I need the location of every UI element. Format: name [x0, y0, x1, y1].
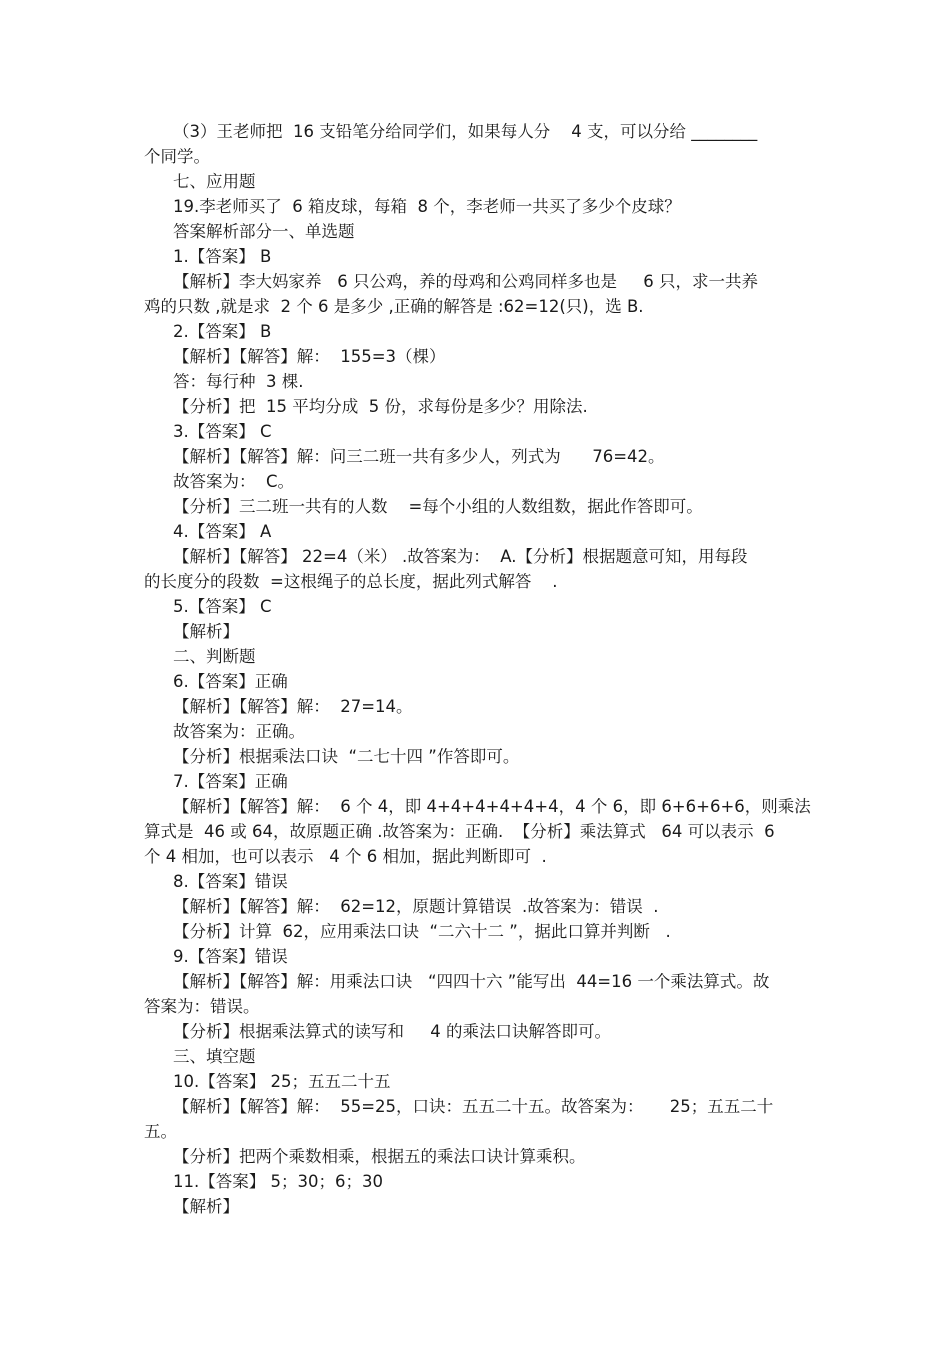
answer-1: 1.【答案】 B: [173, 247, 272, 266]
answer-9: 9.【答案】错误: [173, 947, 288, 966]
answer-3: 3.【答案】 C: [173, 422, 272, 441]
analysis-6: 【解析】【解答】解： 27=14。: [173, 697, 413, 716]
analysis-1: 【解析】李大妈家养 6 只公鸡，养的母鸡和公鸡同样多也是 6 只，求一共养: [173, 272, 758, 291]
analysis-11: 【解析】: [173, 1197, 239, 1216]
analysis-2-answer: 答：每行种 3 棵.: [173, 372, 304, 391]
analysis-1-cont: 鸡的只数 ,就是求 2 个 6 是多少 ,正确的解答是 :62=12(只)，选 B.: [144, 297, 644, 316]
section-heading-answers: 答案解析部分一、单选题: [173, 222, 355, 241]
analysis-4-cont: 的长度分的段数 =这根绳子的总长度，据此列式解答 .: [144, 572, 558, 591]
analysis-10: 【解析】【解答】解： 55=25，口诀：五五二十五。故答案为： 25；五五二十: [173, 1097, 774, 1116]
analysis-7-cont-2: 个 4 相加，也可以表示 4 个 6 相加，据此判断即可 .: [144, 847, 547, 866]
answer-5: 5.【答案】 C: [173, 597, 272, 616]
analysis-9-note: 【分析】根据乘法算式的读写和 4 的乘法口诀解答即可。: [173, 1022, 611, 1041]
answer-6: 6.【答案】正确: [173, 672, 288, 691]
analysis-7-cont: 算式是 46 或 64，故原题正确 .故答案为：正确. 【分析】乘法算式 64 可以表示 6: [144, 822, 775, 841]
answer-11: 11.【答案】 5；30；6；30: [173, 1172, 383, 1191]
analysis-2-note: 【分析】把 15 平均分成 5 份，求每份是多少？用除法.: [173, 397, 588, 416]
analysis-7: 【解析】【解答】解： 6 个 4，即 4+4+4+4+4+4，4 个 6，即 6+6+6+6，则乘法: [173, 797, 811, 816]
analysis-6-note: 【分析】根据乘法口诀 “二七十四 ”作答即可。: [173, 747, 520, 766]
section-heading-judgement: 二、判断题: [173, 647, 256, 666]
analysis-5: 【解析】: [173, 622, 239, 641]
analysis-10-note: 【分析】把两个乘数相乘，根据五的乘法口诀计算乘积。: [173, 1147, 586, 1166]
section-heading-fill-blank: 三、填空题: [173, 1047, 256, 1066]
analysis-9-cont: 答案为：错误。: [144, 997, 260, 1016]
analysis-6-answer: 故答案为：正确。: [173, 722, 305, 741]
analysis-3: 【解析】【解答】解：问三二班一共有多少人，列式为 76=42。: [173, 447, 665, 466]
analysis-3-note: 【分析】三二班一共有的人数 =每个小组的人数组数，据此作答即可。: [173, 497, 703, 516]
answer-4: 4.【答案】 A: [173, 522, 272, 541]
analysis-4: 【解析】【解答】 22=4（米） .故答案为： A.【分析】根据题意可知，用每段: [173, 547, 748, 566]
analysis-9: 【解析】【解答】解：用乘法口诀 “四四十六 ”能写出 44=16 一个乘法算式。故: [173, 972, 770, 991]
analysis-8-note: 【分析】计算 62，应用乘法口诀 “二六十二 ”，据此口算并判断 .: [173, 922, 671, 941]
answer-8: 8.【答案】错误: [173, 872, 288, 891]
analysis-10-cont: 五。: [144, 1122, 177, 1141]
answer-7: 7.【答案】正确: [173, 772, 288, 791]
answer-2: 2.【答案】 B: [173, 322, 272, 341]
question-18-3-cont: 个同学。: [144, 147, 210, 166]
analysis-3-answer: 故答案为： C。: [173, 472, 295, 491]
section-heading-application: 七、应用题: [173, 172, 256, 191]
answer-10: 10.【答案】 25；五五二十五: [173, 1072, 391, 1091]
question-18-3: （3）王老师把 16 支铅笔分给同学们，如果每人分 4 支，可以分给 ________: [173, 122, 758, 141]
analysis-2: 【解析】【解答】解： 155=3（棵）: [173, 347, 446, 366]
analysis-8: 【解析】【解答】解： 62=12，原题计算错误 .故答案为：错误 .: [173, 897, 659, 916]
question-19: 19.李老师买了 6 箱皮球，每箱 8 个，李老师一共买了多少个皮球？: [173, 197, 681, 216]
